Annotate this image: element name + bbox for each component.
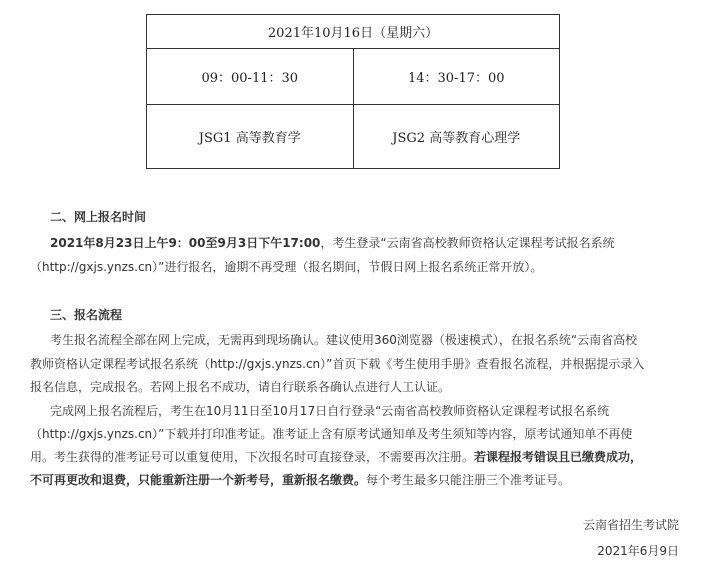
registration-time-text: ，考生登录“云南省高校教师资格认定课程考试报名系统 xyxy=(320,236,615,250)
process-paragraph-2-line-4 xyxy=(30,469,690,492)
process-p2-bold-warning-2: 不可再更改和退费，只能重新注册一个新考号，重新报名缴费。 xyxy=(30,473,367,487)
process-paragraph-1-line-2: 教师资格认定课程考试报名系统（http://gxjs.ynzs.cn）”首页下载《考生使用手册》查看报名流程，并根据提示录入 xyxy=(30,357,645,371)
session-subject-morning: JSG1 高等教育学 xyxy=(147,105,354,169)
session-time-afternoon: 14：30-17：00 xyxy=(353,49,560,105)
process-paragraph-1-line-3: 报名信息，完成报名。若网上报名不成功，请自行联系各确认点进行人工认证。 xyxy=(30,380,451,394)
process-paragraph-2-line-3 xyxy=(30,446,690,469)
process-paragraph-2-line-2: （http://gxjs.ynzs.cn）”下载并打印准考证。准考证上含有原考试通知单及考生须知等内容，原考试通知单不再使 xyxy=(30,427,633,441)
process-paragraph-1-line-1 xyxy=(30,329,690,352)
process-p2-bold-warning-1: 若课程报考错误且已缴费成功， xyxy=(474,450,643,464)
process-p2-text-3: 用。考生获得的准考证号可以重复使用，下次报名时可直接登录，不需要再次注册。 xyxy=(30,450,475,464)
process-paragraph-2-line-1 xyxy=(30,400,690,423)
session-subject-afternoon: JSG2 高等教育心理学 xyxy=(353,105,560,169)
issuer-name: 云南省招生考试院 xyxy=(582,518,679,532)
process-p2-text-4: 每个考生最多只能注册三个准考证号。 xyxy=(366,473,571,487)
registration-time-line-2: （http://gxjs.ynzs.cn）”进行报名，逾期不再受理（报名期间，节假日网上报名系统正常开放）。 xyxy=(30,260,543,274)
issue-date: 2021年6月9日 xyxy=(597,544,679,558)
section-heading-registration-process: 三、报名流程 xyxy=(50,308,123,322)
schedule-date-header: 2021年10月16日（星期六） xyxy=(147,15,560,49)
process-p1-text-1: 考生报名流程全部在网上完成，无需再到现场确认。建议使用360浏览器（极速模式），在报名系统“云南省高校 xyxy=(50,333,638,347)
exam-schedule-table xyxy=(146,14,560,169)
registration-time-line-1 xyxy=(30,232,690,255)
process-p2-text-1: 完成网上报名流程后，考生在10月11日至10月17日自行登录“云南省高校教师资格认定课程考试报名系统 xyxy=(50,404,610,418)
section-heading-registration-time: 二、网上报名时间 xyxy=(50,210,147,224)
session-time-morning: 09：00-11：30 xyxy=(147,49,354,105)
registration-time-dates: 2021年8月23日上午9：00至9月3日下午17:00 xyxy=(50,236,321,250)
